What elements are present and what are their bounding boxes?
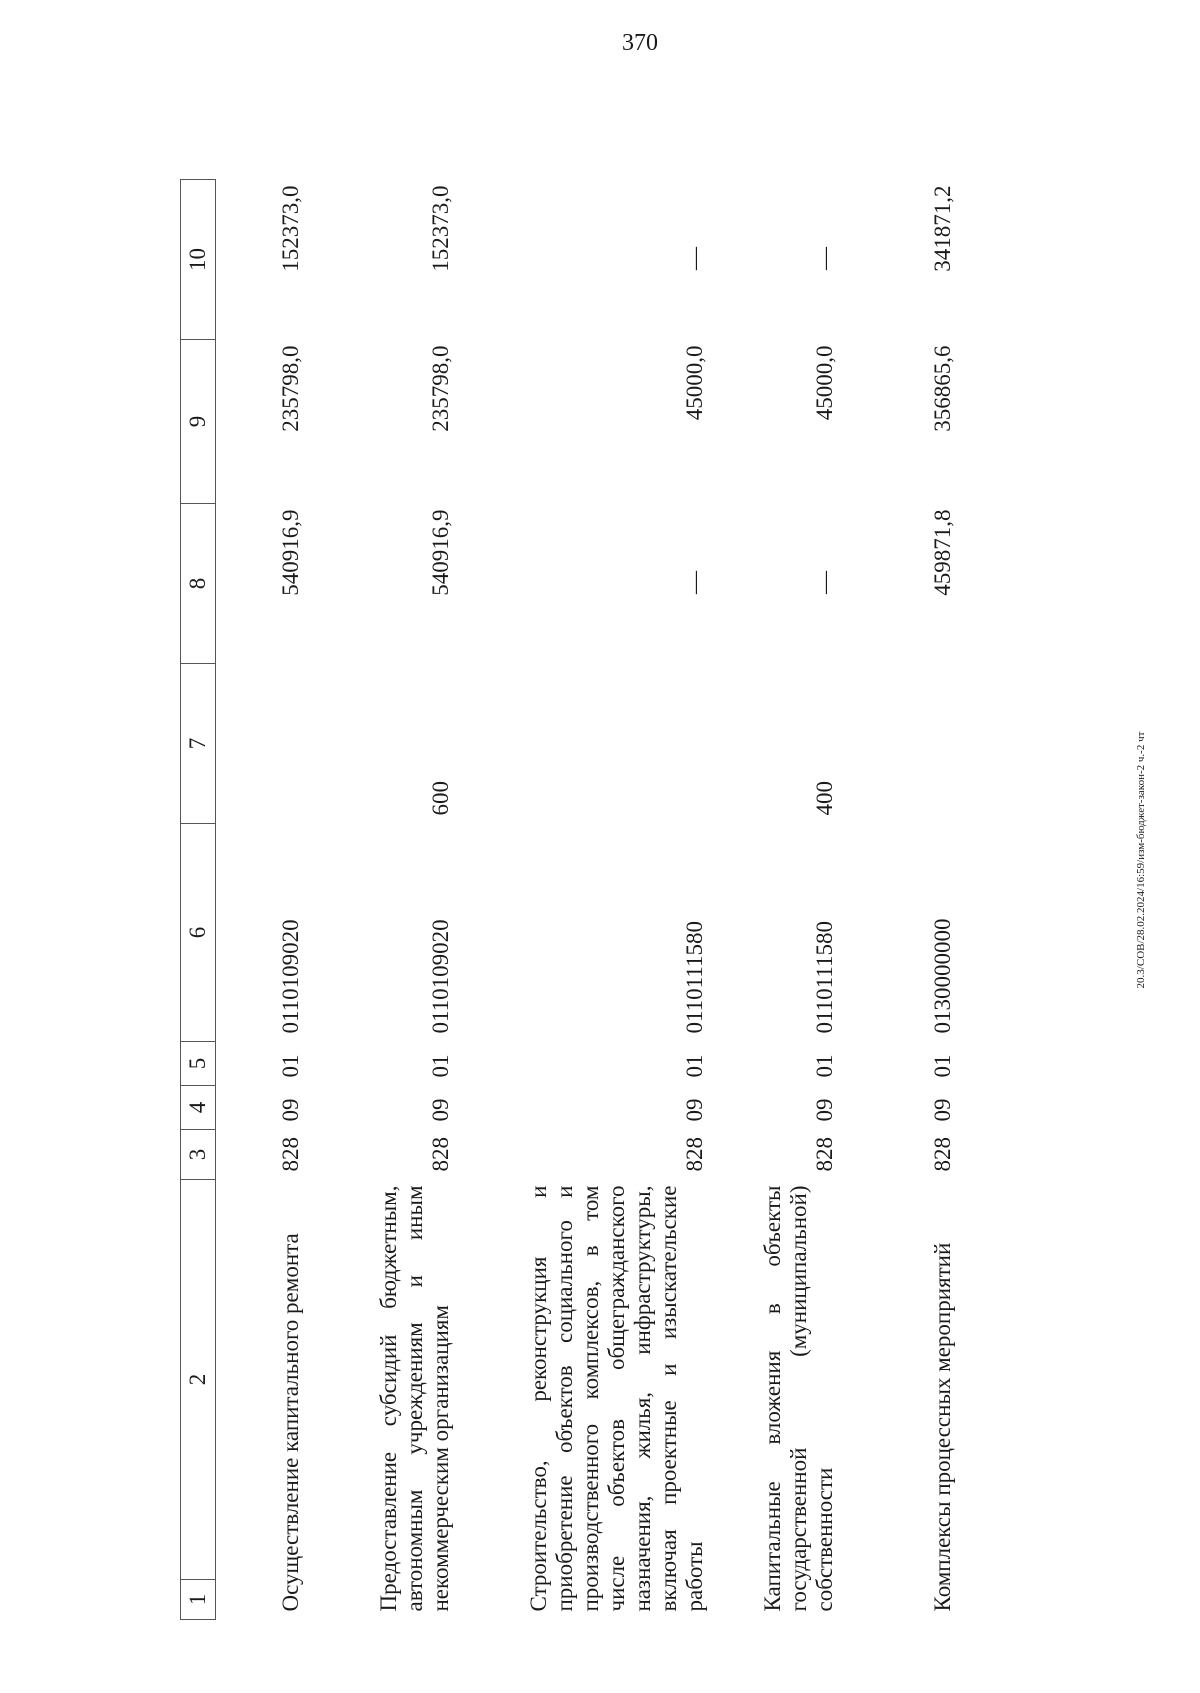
col-header-4: 4 bbox=[181, 1086, 216, 1130]
cell-amount-1: — bbox=[682, 571, 707, 594]
cell-target-article: 0110109020 bbox=[428, 919, 453, 1034]
cell-section: 09 bbox=[930, 1098, 955, 1122]
col-header-5: 5 bbox=[181, 1042, 216, 1086]
cell-subsection: 01 bbox=[930, 1054, 955, 1078]
cell-amount-1: 540916,9 bbox=[428, 509, 453, 596]
cell-expense-type bbox=[838, 664, 956, 824]
document-footer-code: 20.3/СОВ/28.02.2024/16:59/изм-бюджет-закон-2 ч.-2 чт bbox=[1135, 731, 1147, 989]
row-name: Комплексы процессных мероприятий bbox=[930, 1242, 955, 1612]
budget-table bbox=[180, 179, 956, 1620]
cell-subsection: 01 bbox=[428, 1054, 453, 1078]
col-header-1: 1 bbox=[181, 1580, 216, 1620]
cell-target-article: 0110111580 bbox=[682, 921, 707, 1034]
col-header-6: 6 bbox=[181, 824, 216, 1042]
table-row bbox=[216, 180, 305, 1620]
cell-expense-type: 400 bbox=[812, 781, 837, 816]
cell-amount-2: 45000,0 bbox=[682, 345, 707, 421]
cell-amount-3: 152373,0 bbox=[428, 185, 453, 272]
page-number: 370 bbox=[622, 30, 658, 56]
col-header-10: 10 bbox=[181, 180, 216, 340]
cell-ministry: 828 bbox=[428, 1137, 453, 1172]
cell-subsection: 01 bbox=[278, 1054, 303, 1078]
cell-amount-3: — bbox=[682, 247, 707, 270]
table-row bbox=[304, 180, 454, 1620]
col-header-3: 3 bbox=[181, 1130, 216, 1180]
cell-amount-3: 152373,0 bbox=[278, 185, 303, 272]
cell-section: 09 bbox=[278, 1098, 303, 1122]
cell-amount-2: 356865,6 bbox=[930, 345, 955, 432]
col-header-2: 2 bbox=[181, 1180, 216, 1580]
table-row bbox=[838, 180, 956, 1620]
row-name: Осуществление капитального ремонта bbox=[278, 1233, 303, 1612]
row-name: Предоставление субсидий бюджетным, автономным учреждениям и иным некоммерческим организациям bbox=[376, 1185, 453, 1612]
row-name: Строительство, реконструкция и приобретение объектов социального и производственного комплексов, в том числе объектов общегражданского назначения, жилья, инфраструктуры, включая проектные и изыскательские работы bbox=[526, 1185, 707, 1612]
cell-ministry: 828 bbox=[682, 1137, 707, 1172]
budget-table-rotated bbox=[180, 180, 1180, 1620]
cell-amount-1: 459871,8 bbox=[930, 509, 955, 596]
cell-section: 09 bbox=[812, 1098, 837, 1122]
cell-ministry: 828 bbox=[812, 1137, 837, 1172]
cell-target-article: 0110109020 bbox=[278, 919, 303, 1034]
cell-amount-3: 341871,2 bbox=[930, 185, 955, 272]
table-row bbox=[454, 180, 708, 1620]
header-row bbox=[181, 180, 216, 1620]
cell-amount-1: 540916,9 bbox=[278, 509, 303, 596]
cell-amount-3: — bbox=[812, 247, 837, 270]
cell-target-article: 0130000000 bbox=[930, 918, 955, 1034]
cell-target-article: 0110111580 bbox=[812, 921, 837, 1034]
table-row bbox=[708, 180, 838, 1620]
cell-expense-type bbox=[454, 664, 708, 824]
cell-section: 09 bbox=[682, 1098, 707, 1122]
col-header-9: 9 bbox=[181, 340, 216, 504]
col-header-8: 8 bbox=[181, 504, 216, 664]
cell-amount-2: 235798,0 bbox=[278, 345, 303, 432]
cell-subsection: 01 bbox=[812, 1054, 837, 1078]
cell-expense-type bbox=[216, 664, 305, 824]
cell-ministry: 828 bbox=[930, 1137, 955, 1172]
cell-amount-1: — bbox=[812, 571, 837, 594]
col-header-7: 7 bbox=[181, 664, 216, 824]
cell-expense-type: 600 bbox=[428, 781, 453, 816]
cell-amount-2: 235798,0 bbox=[428, 345, 453, 432]
row-name: Капитальные вложения в объекты государственной (муниципальной) собственности bbox=[760, 1185, 837, 1612]
cell-section: 09 bbox=[428, 1098, 453, 1122]
cell-amount-2: 45000,0 bbox=[812, 345, 837, 421]
cell-subsection: 01 bbox=[682, 1054, 707, 1078]
cell-ministry: 828 bbox=[278, 1137, 303, 1172]
